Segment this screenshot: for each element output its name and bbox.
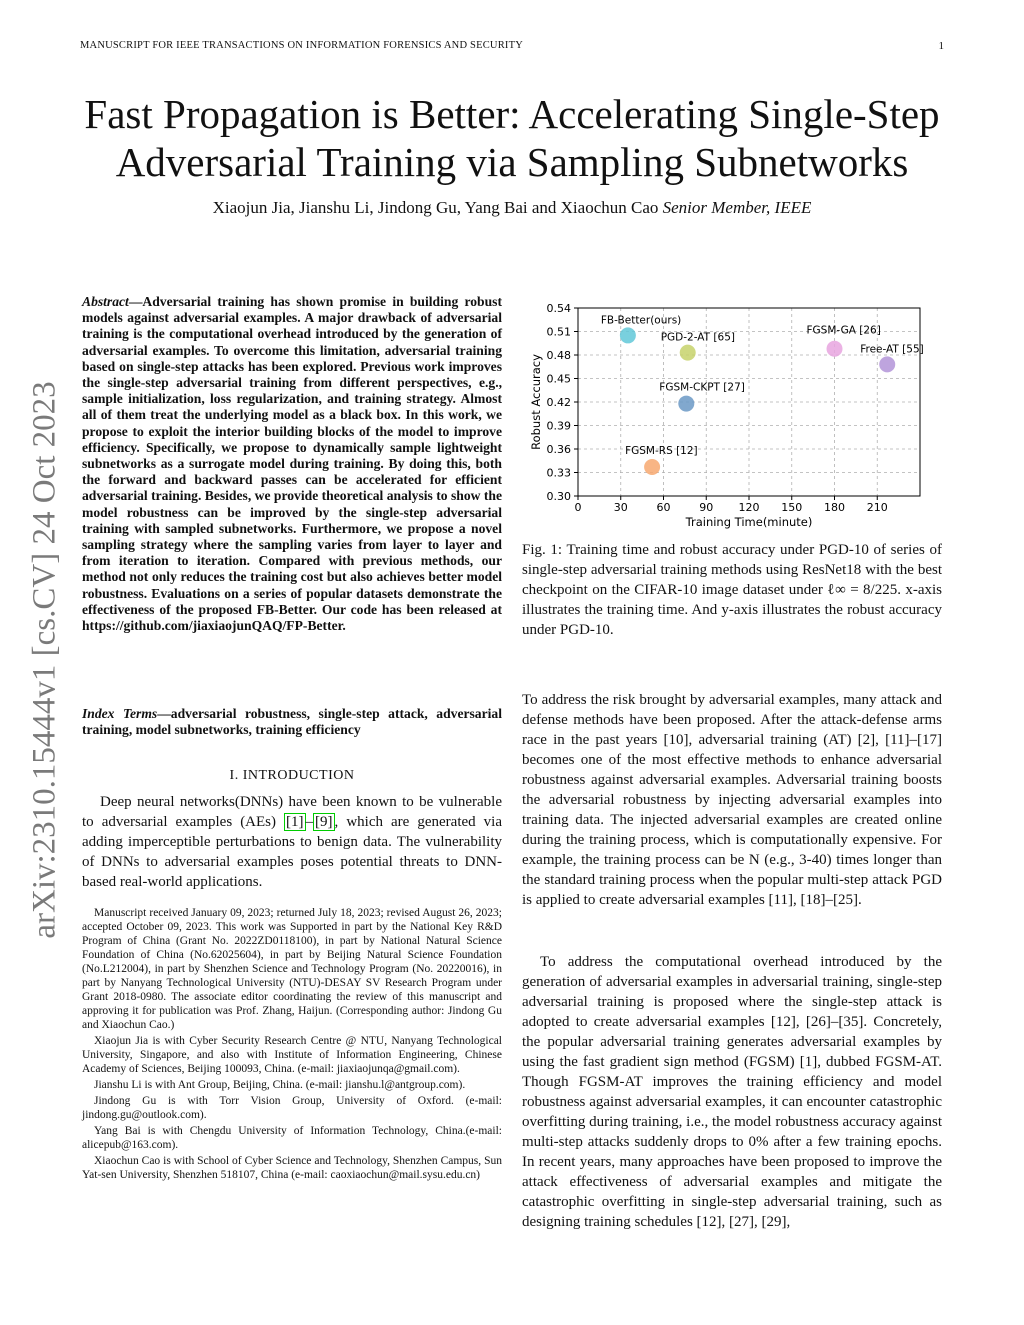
y-axis-label: Robust Accuracy — [529, 354, 543, 450]
section-heading: I. INTRODUCTION — [229, 768, 355, 783]
scatter-point — [680, 345, 696, 361]
point-label: FGSM-RS [12] — [625, 445, 698, 458]
point-label: Free-AT [55] — [860, 343, 924, 356]
x-tick-label: 150 — [781, 501, 803, 514]
y-tick-label: 0.42 — [546, 396, 571, 409]
x-tick-label: 120 — [738, 501, 760, 514]
y-tick-label: 0.48 — [546, 349, 571, 362]
body-paragraph-1: To address the risk brought by adversarial examples, many attack and defense methods have been proposed. After the attack-defense arms race in the past years [10], adversarial training (AT) [2], [11]–[17] becomes one of the most effective methods to enhance adversarial robustness against adversarial examples. Adversarial training boosts the adversarial robustness by injecting adversarial examples into training data. The injected adversarial examples are created online during the training process, which is computationally expensive. For example, the training process can be N (e.g., 3-40) times longer than the standard training process when the popular multi-step attack PGD is applied to create adversarial examples [11], [18]–[25]. — [522, 692, 942, 908]
y-tick-label: 0.45 — [546, 372, 571, 386]
page-number: 1 — [938, 40, 944, 52]
footnote: Xiaojun Jia is with Cyber Security Research Centre @ NTU, Nanyang Technological University, Singapore, and also with Institute of Information Engineering, Chinese Academy of Sciences, Beijing 100093, China. (e-mail: jiaxiaojunqa@gmail.com). — [82, 1035, 502, 1075]
index-terms-text: —adversarial robustness, single-step attack, adversarial training, model subnetworks, training efficiency — [82, 706, 502, 738]
footnote: Yang Bai is with Chengdu University of Information Technology, China.(e-mail: alicepub@163.com). — [82, 1125, 502, 1151]
footnote: Manuscript received January 09, 2023; returned July 18, 2023; revised August 26, 2023; accepted October 09, 2023. This work was Supported in part by the National Key R&D Program of China (Grant No. 2022ZD0118100), in part by National Natural Science Foundation of China (No.62025604), in part by Beijing Natural Science Foundation (No.L212004), in part by Shenzhen Science and Technology Program (No. 20220016), in part by Nanyang Technological University (NTU)-DESAY SV Research Program under Grant 2018-0980. The associate editor coordinating the review of this manuscript and approving it for publication was Prof. Zhang, Haijun. (Corresponding author: Jindong Gu and Xiaochun Cao.) — [82, 907, 502, 1031]
footnote: Jindong Gu is with Torr Vision Group, University of Oxford. (e-mail: jindong.gu@outlook.com). — [82, 1095, 502, 1121]
title-line-1: Fast Propagation is Better: Accelerating Single-Step — [84, 91, 940, 137]
abstract-text: —Adversarial training has shown promise in building robust models against adversarial examples. A major drawback of adversarial training is the computational overhead introduced by the generation of adversarial examples. To overcome this limitation, adversarial training based on single-step attacks has been explored. Previous work improves the single-step adversarial training from different perspectives, e.g., sample initialization, loss regularization, and training strategy. Almost all of them treat the underlying model as a black box. In this work, we propose to exploit the interior building blocks of the model to improve efficiency. Specifically, we propose to dynamically sample lightweight subnetworks as a surrogate model during training. By doing this, both the forward and backward passes can be accelerated for efficient adversarial training. Besides, we provide theoretical analysis to show the model robustness can be improved by the single-step adversarial training with sampled subnetworks. Furthermore, we propose a novel sampling strategy where the sampling varies from layer to layer and from iteration to iteration. Compared with previous methods, our method not only reduces the training cost but also achieves better model robustness. Evaluations on a series of popular datasets demonstrate the effectiveness of the proposed FB-Better. Our code has been released at https://github.com/jiaxiaojunQAQ/FP-Better. — [82, 294, 502, 634]
scatter-plot — [522, 292, 942, 532]
scatter-point — [678, 396, 694, 412]
abstract-lead: Abstract — [82, 294, 129, 309]
authors-suffix: Senior Member, IEEE — [662, 198, 812, 217]
figure-caption: Fig. 1: Training time and robust accuracy under PGD-10 of series of single-step adversarial training methods using ResNet18 with the best checkpoint on the CIFAR-10 image dataset under ℓ∞ = 8/225. x-axis illustrates the training time. And y-axis illustrates the robust accuracy under PGD-10. — [522, 542, 942, 638]
footnote: Xiaochun Cao is with School of Cyber Science and Technology, Shenzhen Campus, Sun Yat-sen University, Shenzhen 518107, China (e-mail: caoxiaochun@mail.sysu.edu.cn) — [82, 1155, 502, 1181]
arxiv-identifier: arXiv:2310.15444v1 [cs.CV] 24 Oct 2023 — [26, 381, 63, 939]
title-line-2: Adversarial Training via Sampling Subnetworks — [115, 139, 909, 185]
x-tick-label: 0 — [574, 501, 582, 514]
point-label: FGSM-CKPT [27] — [659, 381, 745, 394]
scatter-point — [879, 356, 895, 372]
index-terms — [82, 706, 502, 738]
x-axis-label: Training Time(minute) — [685, 515, 813, 529]
paper-title — [60, 90, 964, 186]
x-tick-label: 60 — [656, 501, 671, 514]
arxiv-sidebar — [20, 360, 70, 960]
intro-paragraph — [82, 792, 502, 892]
y-tick-label: 0.51 — [546, 325, 571, 339]
footnotes — [82, 906, 502, 1184]
x-tick-label: 180 — [824, 501, 845, 514]
x-tick-label: 210 — [866, 501, 888, 514]
y-tick-label: 0.39 — [546, 419, 571, 433]
point-label: FB-Better(ours) — [600, 314, 682, 327]
index-terms-lead: Index Terms — [82, 706, 158, 721]
figure-1-scatter — [522, 292, 942, 532]
intro-dash: – — [305, 814, 314, 830]
point-label: PGD-2-AT [65] — [660, 331, 735, 344]
scatter-point — [620, 327, 636, 343]
y-tick-label: 0.30 — [546, 490, 571, 503]
y-tick-label: 0.36 — [546, 443, 571, 456]
citation-link[interactable]: [1] — [286, 814, 304, 830]
author-list — [60, 198, 964, 218]
scatter-point — [827, 341, 843, 357]
y-tick-label: 0.54 — [546, 302, 571, 315]
point-label: FGSM-GA [26] — [806, 324, 881, 337]
abstract — [82, 294, 502, 634]
running-header: MANUSCRIPT FOR IEEE TRANSACTIONS ON INFORMATION FORENSICS AND SECURITY — [80, 40, 523, 51]
citation-link[interactable]: [9] — [315, 814, 333, 830]
intro-text-a: Deep neural networks(DNNs) have been known to be vulnerable to adversarial examples (AEs) — [82, 794, 502, 830]
footnote: Jianshu Li is with Ant Group, Beijing, China. (e-mail: jianshu.l@antgroup.com). — [94, 1079, 466, 1091]
scatter-point — [644, 459, 660, 475]
authors-names: Xiaojun Jia, Jianshu Li, Jindong Gu, Yang Bai and Xiaochun Cao — [212, 198, 659, 217]
x-tick-label: 90 — [699, 501, 714, 514]
intro-text-b: , which are generated via adding imperceptible perturbations to benign data. The vulnerability of DNNs to adversarial examples poses potential threats to DNN-based real-world applications. — [82, 814, 502, 890]
x-tick-label: 30 — [613, 501, 628, 514]
y-tick-label: 0.33 — [546, 466, 571, 480]
body-paragraph-2: To address the computational overhead introduced by the generation of adversarial examples in adversarial training, single-step adversarial training is proposed where the single-step attack is adopted to create adversarial examples [12], [26]–[35]. Concretely, the popular adversarial training generates adversarial examples by using the fast gradient sign method (FGSM) [1], dubbed FGSM-AT. Though FGSM-AT improves the training efficiency and model robustness against adversarial examples, it can encounter catastrophic overfitting during training, i.e., the model robustness accuracy against multi-step attacks suddenly drops to 0% after a few training epochs. In recent years, many approaches have been proposed to improve the attack effectiveness of adversarial examples and mitigate the catastrophic overfitting in single-step adversarial training, such as designing training schedules [12], [27], [29], — [522, 954, 942, 1230]
